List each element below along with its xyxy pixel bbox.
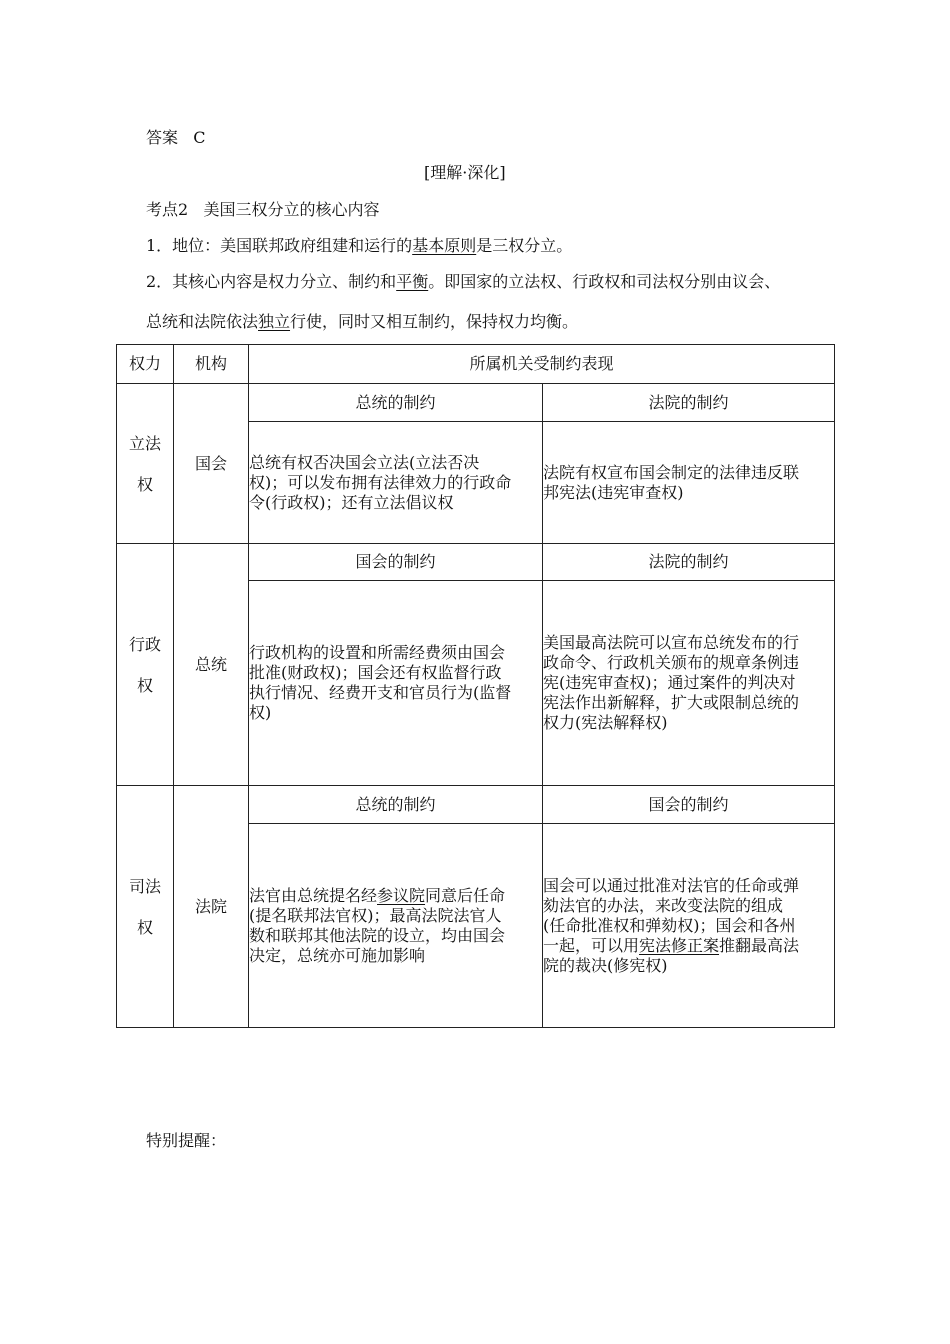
sub-president-check: 总统的制约 [249,384,543,422]
text-fragment: 法官由总统提名经 [249,885,378,905]
org-congress: 国会 [174,384,249,544]
text-line: 劾法官的办法，来改变法院的组成 [543,895,784,915]
sub-congress-check: 国会的制约 [249,544,543,581]
legislative-court-check [543,422,835,544]
point-2-text-mid: 。即国家的立法权、行政权和司法权分别由议会、 [428,272,781,291]
text-line: 决定，总统亦可施加影响 [249,945,426,965]
text-line: (提名联邦法官权)；最高法院法官人 [249,905,502,925]
judicial-congress-check [543,824,835,1028]
topic-line [146,200,379,220]
legislative-president-check [249,422,543,544]
sub-congress-check: 国会的制约 [543,786,835,824]
power-judicial [117,786,174,1028]
text-line [543,936,834,956]
point-2-line-1 [146,272,780,292]
underlined-term: 宪法修正案 [639,935,720,955]
point-1 [146,236,572,256]
point-2-line2-text-end: 行使，同时又相互制约，保持权力均衡。 [290,312,579,331]
org-president: 总统 [174,544,249,786]
point-1-text-end: 是三权分立。 [476,236,573,255]
powers-table [116,344,835,1028]
text-line: 权) [249,703,272,722]
sub-president-check: 总统的制约 [249,786,543,824]
power-judicial-l1: 司法 [128,876,161,896]
power-executive-l1: 行政 [128,634,161,654]
table-row-legislative-sub [117,384,835,422]
point-1-text: 1．地位：美国联邦政府组建和运行的 [146,236,413,255]
text-line: 批准(财政权)；国会还有权监督行政 [249,663,502,682]
header-org: 机构 [174,345,249,384]
text-line [249,886,542,906]
text-fragment: 推翻最高法 [719,935,800,955]
power-judicial-l2: 权 [136,917,153,937]
header-power: 权力 [117,345,174,384]
executive-court-check [543,581,835,786]
text-line: 邦宪法(违宪审查权) [543,482,684,502]
judicial-president-check [249,824,543,1028]
table-header-row [117,345,835,384]
text-line: 美国最高法院可以宣布总统发布的行 [543,633,800,652]
table-row-judicial-sub [117,786,835,824]
text-line: 总统有权否决国会立法(立法否决 [249,452,480,472]
topic-title: 美国三权分立的核心内容 [203,200,380,219]
org-court: 法院 [174,786,249,1028]
text-line: 宪(违宪审查权)；通过案件的判决对 [543,673,796,692]
power-legislative-l2: 权 [136,474,153,494]
text-line: 法院有权宣布国会制定的法律违反联 [543,462,800,482]
text-line: 行政机构的设置和所需经费须由国会 [249,643,506,662]
text-line: (任命批准权和弹劾权)；国会和各州 [543,915,796,935]
section-header: [理解·深化] [424,163,506,182]
point-2-text: 2．其核心内容是权力分立、制约和 [146,272,397,291]
answer-value: C [193,128,206,147]
text-line: 权力(宪法解释权) [543,713,668,732]
text-fragment: 一起，可以用 [543,935,640,955]
answer-line [146,128,206,148]
text-line: 执行情况、经费开支和官员行为(监督 [249,683,512,702]
text-line: 权)；可以发布拥有法律效力的行政命 [249,472,512,492]
sub-court-check: 法院的制约 [543,544,835,581]
underlined-term: 参议院 [377,885,426,905]
text-line: 国会可以通过批准对法官的任命或弹 [543,875,800,895]
header-checks: 所属机关受制约表现 [249,345,835,384]
power-executive [117,544,174,786]
text-line: 数和联邦其他法院的设立，均由国会 [249,925,506,945]
point-2-underlined-2: 独立 [258,312,291,331]
topic-label: 考点2 [146,200,189,219]
point-1-underlined: 基本原则 [412,236,477,255]
table-row-executive-sub [117,544,835,581]
answer-label: 答案 [146,128,179,147]
text-line: 令(行政权)；还有立法倡议权 [249,492,454,512]
executive-congress-check [249,581,543,786]
power-legislative [117,384,174,544]
point-2-underlined-1: 平衡 [396,272,429,291]
text-line: 院的裁决(修宪权) [543,955,668,975]
point-2-line2-text: 总统和法院依法 [146,312,259,331]
special-note: 特别提醒： [146,1131,227,1150]
text-line: 宪法作出新解释，扩大或限制总统的 [543,693,800,712]
power-legislative-l1: 立法 [128,433,161,453]
point-2-line-2 [146,312,578,332]
power-executive-l2: 权 [136,675,153,695]
text-line: 政命令、行政机关颁布的规章条例违 [543,653,800,672]
text-fragment: 同意后任命 [425,885,506,905]
sub-court-check: 法院的制约 [543,384,835,422]
